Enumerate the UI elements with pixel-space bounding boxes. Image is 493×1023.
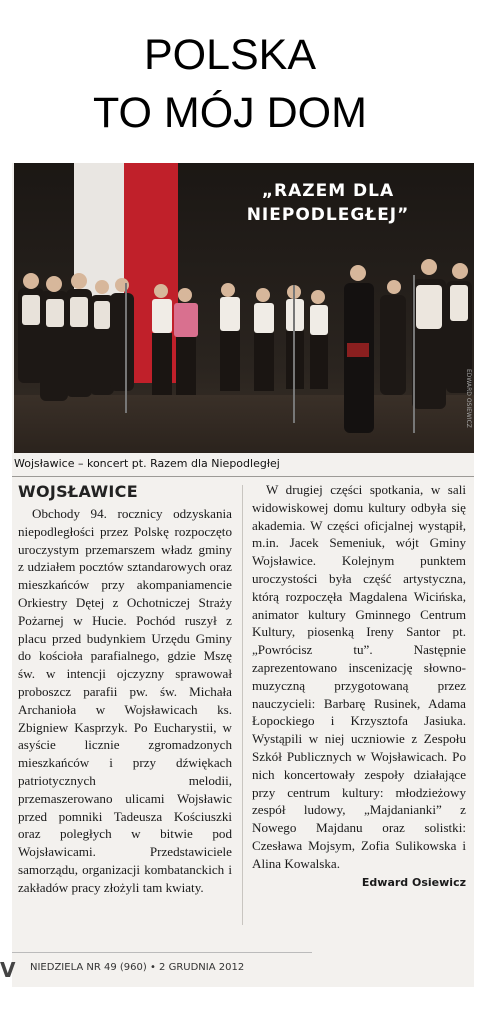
footer-divider xyxy=(12,952,312,953)
article-left-column xyxy=(18,481,232,897)
caption-divider xyxy=(12,476,474,477)
article-paragraph-1: Obchody 94. rocznicy odzyskania niepodległości przez Polskę rozpoczęto uroczystym przemarszem władz gminy z udziałem pocztów sztandarowych oraz mieszkańców przy akompaniamencie Orkiestry Dętej z Ochotniczej Straży Pożarnej w Hucie. Pochód ruszył z placu przed budynkiem Urzędu Gminy do kościoła parafialnego, gdzie Mszę św. w intencji ojczyzny sprawował proboszcz parafii pw. św. Michała Archanioła w Wojsławicach ks. Zbigniew Kasprzyk. Po Eucharystii, w asyście licznie zgromadzonych mieszkańców i przy dźwiękach patriotycznych melodii, przemaszerowano ulicami Wojsławic przed pomniki Tadeusza Kościuszki oraz poległych w bitwie pod Wojsławicami. Przedstawiciele samorządu, organizacji kombatanckich i zakładów pracy złożyli tam kwiaty. xyxy=(18,506,232,895)
performers-illustration xyxy=(14,163,474,453)
concert-photo xyxy=(14,163,474,453)
article-paragraph-2: W drugiej części spotkania, w sali widowiskowej domu kultury odbyła się akademia. W części oficjalnej wystąpił, m.in. Jacek Semeniuk, wójt Gminy Wojsławice. Kolejnym punktem uroczystości była część artystyczna, którą rozpoczęła Magdalena Wicińska, animator kultury Gminnego Centrum Kultury, piosenką Ireny Santor pt. „Powrócisz tu”. Następnie zaprezentowano inscenizację słowno-muzyczną przygotowaną przez nauczycieli: Barbarę Rusinek, Adama Łopockiego i Krzysztofa Jasiuka. Wystąpili w niej uczniowie z Zespołu Szkół Publicznych w Wojsławicach. Po nich koncertowały zespoły działające przy centrum kultury: młodzieżowy zespół ludowy, „Majdanianki” z Nowego Majdanu oraz solistki: Czesława Mojsym, Zofia Sulikowska i Alina Kowalska. xyxy=(252,482,466,871)
photo-caption: Wojsławice – koncert pt. Razem dla Niepodległej xyxy=(14,457,280,470)
title-line-1: POLSKA xyxy=(143,31,317,79)
issue-footer: NIEDZIELA NR 49 (960) • 2 GRUDNIA 2012 xyxy=(30,962,245,973)
newspaper-clipping xyxy=(12,163,474,987)
banner-line-1: „RAZEM DLA xyxy=(261,181,395,201)
page-title xyxy=(0,26,460,142)
banner-line-2: NIEPODLEGŁEJ” xyxy=(246,205,410,225)
page-letter: V xyxy=(0,958,16,982)
title-line-2: TO MÓJ DOM xyxy=(93,89,367,137)
section-heading: WOJSŁAWICE xyxy=(18,482,138,501)
article-right-column xyxy=(252,481,466,891)
article-author: Edward Osiewicz xyxy=(361,875,466,889)
photo-credit: EDWARD OSIEWICZ xyxy=(465,369,472,428)
column-divider xyxy=(242,485,243,925)
